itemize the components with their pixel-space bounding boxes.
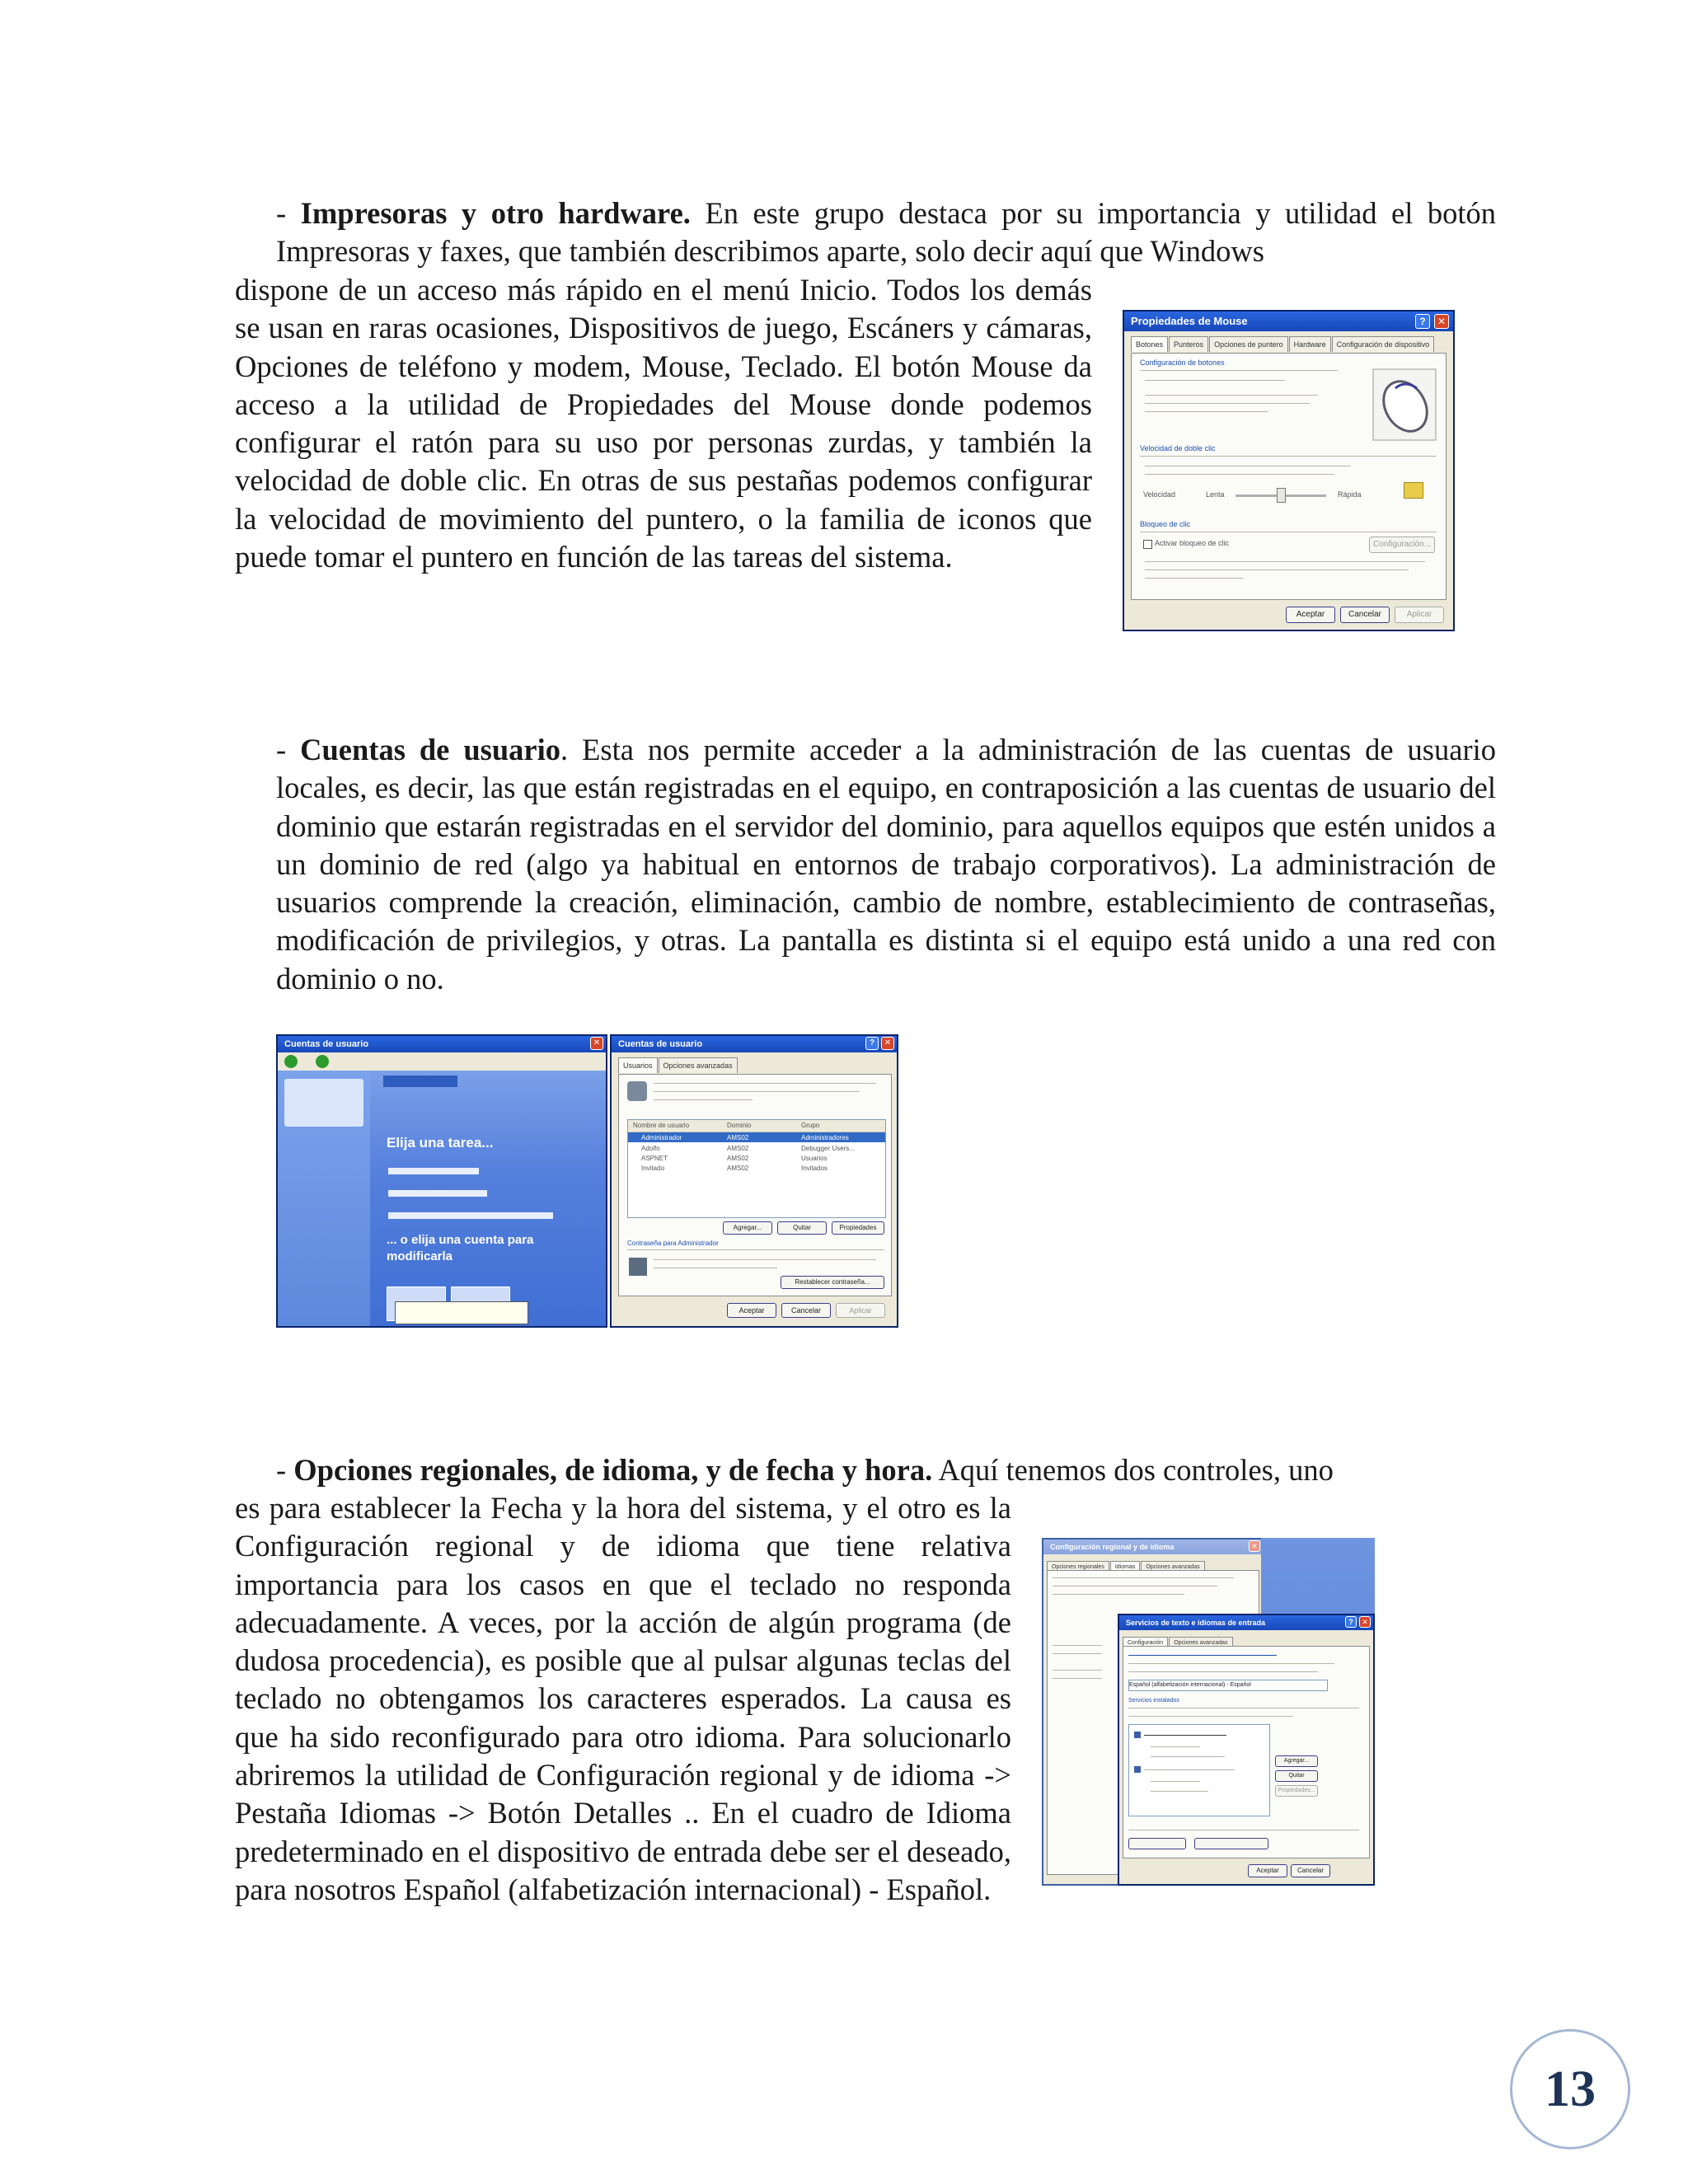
close-icon: ✕ [1359,1616,1371,1628]
tooltip [395,1301,528,1324]
tab-opciones: Opciones de puntero [1209,336,1288,352]
clicklock-checkbox [1143,540,1152,549]
section3-intro: - Opciones regionales, de idioma, y de fecha y hora. Aquí tenemos dos controles, uno [276,1453,1334,1487]
page-number: 13 [1510,2029,1630,2149]
help-icon: ? [1415,314,1430,329]
apply-button: Aplicar [1395,607,1444,623]
section1-intro: - Impresoras y otro hardware. En este grupo destaca por su importancia y utilidad el botón Impresoras y faxes, que también describimos aparte, solo decir aquí que Windows [276,196,1497,269]
side-pane [278,1071,370,1328]
section3-heading: Opciones regionales, de idioma, y de fecha y hora. [293,1453,933,1487]
close-icon: ✕ [1249,1540,1260,1552]
task-area: Elija una tarea... ... o elija una cuenta para modificarla [370,1071,607,1328]
section1-heading: Impresoras y otro hardware. [300,196,691,230]
users-list: Nombre de usuario Dominio Grupo Administrador AMS02 Administradores Adolfo AMS02 Debugger Users... ASPNET AMS02 Usuarios Invitado AMS02 Invitados [627,1119,886,1218]
mouse-properties-screenshot [1123,310,1455,631]
home-icon [316,1055,329,1068]
back-icon [284,1055,298,1068]
default-language-select: Español (alfabetización internacional) - Español [1128,1680,1328,1691]
close-icon: ✕ [590,1037,603,1050]
users-icon [627,1081,647,1101]
tab-botones: Botones [1131,336,1168,352]
regional-options-window: Configuración regional y de idioma ✕ Opciones regionales Idiomas Opciones avanzadas [1042,1538,1264,1886]
section2-heading: Cuentas de usuario [300,733,560,766]
mouse-tabs [1131,336,1447,353]
help-icon: ? [865,1037,879,1050]
tab-hardware: Hardware [1289,336,1331,352]
section3-body: es para establecer la Fecha y la hora del sistema, y el otro es la Configuración regional y de idioma que tiene relativa importancia para los casos en que el teclado no responda adecuadamente. A veces, por la acción de algún programa (de dudosa procedencia), es posible que al pulsar algunas teclas del teclado no obtengamos los caracteres esperados. La causa es que ha sido reconfigurado para otro idioma. Para solucionarlo abriremos la utilidad de Configuración regional y de idioma -> Pestaña Idiomas -> Botón Detalles .. En el cuadro de Idioma predeterminado en el dispositivo de entrada debe ser el deseado, para nosotros Español (alfabetización internacional) - Español. [235,1491,1011,1906]
tab-dispositivo: Configuración de dispositivo [1332,336,1435,352]
tab-punteros: Punteros [1169,336,1208,352]
key-icon [629,1258,647,1276]
user-accounts-screenshot [276,1034,898,1328]
section1-body: dispone de un acceso más rápido en el menú Inicio. Todos los demás se usan en raras ocasiones, Dispositivos de juego, Escáners y cámaras, Opciones de teléfono y modem, Mouse, Teclado. El botón Mouse da acceso a la utilidad de Propiedades del Mouse donde podemos configurar el ratón para su uso por personas zurdas, y también la velocidad de doble clic. En otras de sus pestañas podemos configurar la velocidad de movimiento del puntero, o la familia de iconos que puede tomar el puntero en función de las tareas del sistema. [235,273,1092,574]
mouse-properties-window [1123,310,1455,631]
language-bar-button [1128,1838,1186,1849]
help-icon: ? [1345,1616,1357,1628]
slider-thumb [1277,488,1286,503]
mouse-icon [1372,368,1437,441]
toolbar [278,1052,607,1071]
close-icon: ✕ [1434,314,1449,329]
user-accounts-control-panel: Cuentas de usuario ✕ Elija una tarea... ... o elija una cuenta para modificarla [276,1034,607,1328]
window-titlebar: Propiedades de Mouse ? ✕ [1124,312,1453,331]
section2-body: . Esta nos permite acceder a la administración de las cuentas de usuario locales, es decir, las que están registradas en el equipo, en contraposición a las cuentas de usuario del dominio que estarán registradas en el servidor del dominio, para aquellos equipos que estén unidos a un dominio de red (algo ya habitual en entornos de trabajo corporativos). La administración de usuarios comprende la creación, eliminación, cambio de nombre, establecimiento de contraseñas, modificación de privilegios, y otras. La pantalla es distinta si el equipo está unido a una red con dominio o no. [276,733,1497,996]
section2-paragraph: - Cuentas de usuario. Esta nos permite acceder a la administración de las cuentas de usuario locales, es decir, las que están registradas en el equipo, en contraposición a las cuentas de usuario del dominio que estarán registradas en el servidor del dominio, para aquellos equipos que estén unidos a un dominio de red (algo ya habitual en entornos de trabajo corporativos). La administración de usuarios comprende la creación, eliminación, cambio de nombre, establecimiento de contraseñas, modificación de privilegios, y otras. La pantalla es distinta si el equipo está unido a una red con dominio o no. [276,733,1497,996]
section3-line-top: Aquí tenemos dos controles, uno [938,1453,1334,1487]
key-settings-button [1194,1838,1268,1849]
user-accounts-dialog: Cuentas de usuario ? ✕ Usuarios Opciones avanzadas Nombre de usuario Dominio Grupo Administrador AMS02 Administradores Adolfo AMS02 Debugger Users... ASPNET AMS02 Usuarios Invitado AMS02 Invitados Agregar... Quitar Propiedades Contraseña para Administrador Restablecer contraseña... Aceptar Cancelar Aplicar [610,1034,898,1328]
folder-icon [1404,482,1423,499]
ok-button: Aceptar [1286,607,1335,623]
cancel-button: Cancelar [1340,607,1390,623]
regional-language-screenshot [1042,1538,1375,1886]
text-services-window: Servicios de texto e idiomas de entrada ? ✕ Configuración Opciones avanzadas Español (alfabetización internacional) - Español Servicios instalados Agregar... Quitar Propiedades... Aceptar Cancelar [1118,1614,1375,1886]
installed-services-tree [1128,1724,1270,1816]
section1-line-top: En este grupo destaca por su importancia y utilidad el botón Impresoras y faxes, que también describimos aparte, solo decir aquí que Windows [276,196,1497,269]
close-icon: ✕ [881,1037,894,1050]
mouse-tab-panel: Configuración de botones Velocidad de doble clic Velocidad Lenta Rápida Bloqueo de clic Activar bloqueo de clic Configuración... [1131,353,1447,600]
